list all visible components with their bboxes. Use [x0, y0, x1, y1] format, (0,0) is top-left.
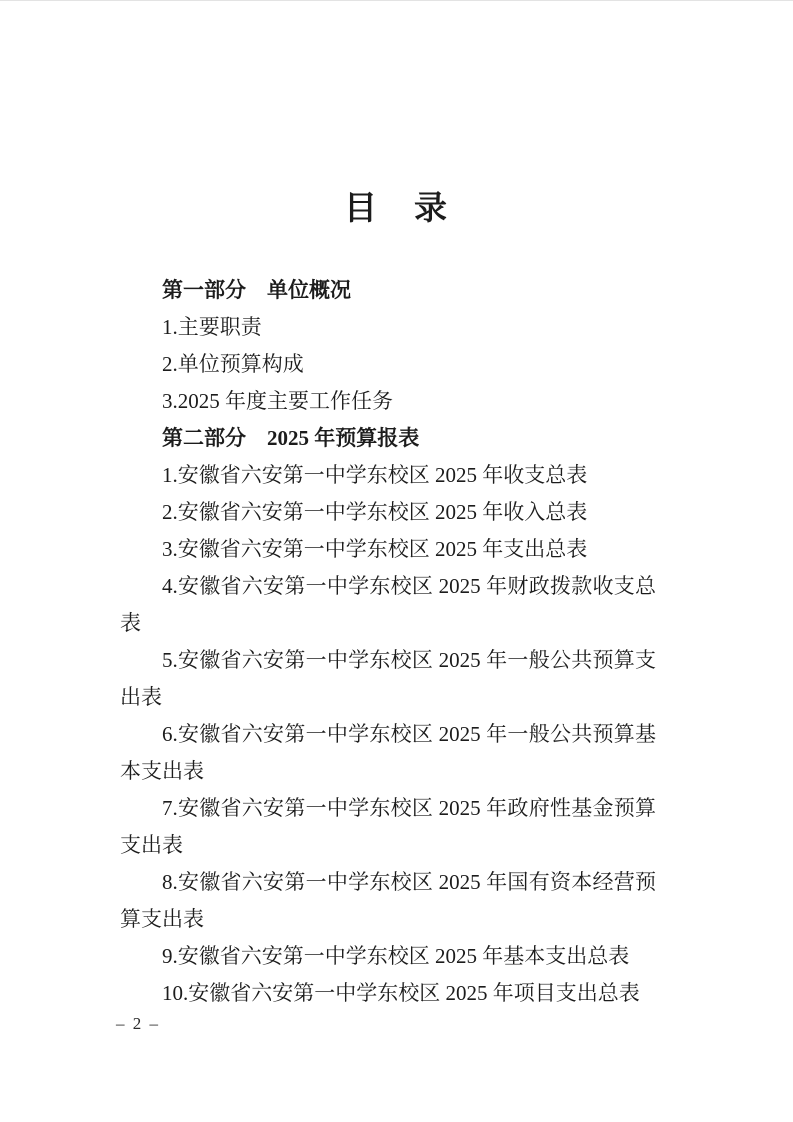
toc-item-s2-7: 7.安徽省六安第一中学东校区 2025 年政府性基金预算支出表 [120, 796, 656, 857]
table-of-contents [120, 272, 656, 1012]
toc-item-s2-9: 9.安徽省六安第一中学东校区 2025 年基本支出总表 [162, 944, 630, 968]
toc-item-s1-2: 2.单位预算构成 [162, 352, 304, 376]
section-2-heading: 第二部分 2025 年预算报表 [162, 426, 420, 450]
toc-item-s2-5: 5.安徽省六安第一中学东校区 2025 年一般公共预算支出表 [120, 648, 656, 709]
toc-item-s2-8: 8.安徽省六安第一中学东校区 2025 年国有资本经营预算支出表 [120, 870, 656, 931]
toc-item-s2-1: 1.安徽省六安第一中学东校区 2025 年收支总表 [162, 463, 588, 487]
page-title: 目 录 [344, 191, 449, 227]
toc-item-s1-3: 3.2025 年度主要工作任务 [162, 389, 393, 413]
toc-item-s2-6: 6.安徽省六安第一中学东校区 2025 年一般公共预算基本支出表 [120, 722, 656, 783]
toc-item-s2-3: 3.安徽省六安第一中学东校区 2025 年支出总表 [162, 537, 588, 561]
toc-item-s2-2: 2.安徽省六安第一中学东校区 2025 年收入总表 [162, 500, 588, 524]
toc-item-s2-10: 10.安徽省六安第一中学东校区 2025 年项目支出总表 [162, 981, 640, 1005]
toc-item-s2-4: 4.安徽省六安第一中学东校区 2025 年财政拨款收支总表 [120, 574, 656, 635]
page-number: – 2 – [116, 1014, 160, 1033]
toc-item-s1-1: 1.主要职责 [162, 315, 262, 339]
section-1-heading: 第一部分 单位概况 [162, 278, 351, 302]
